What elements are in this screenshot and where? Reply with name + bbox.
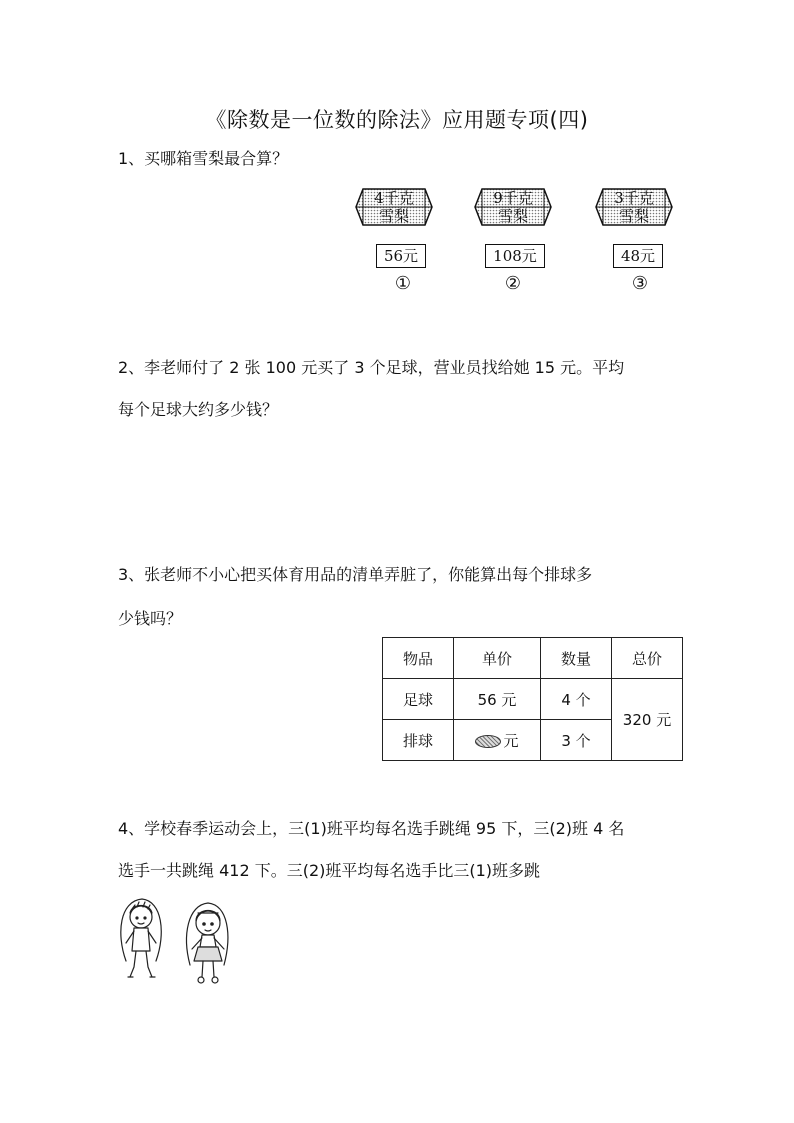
cell-item: 排球 xyxy=(383,720,454,761)
question-4-line-2: 选手一共跳绳 412 下。三(2)班平均每名选手比三(1)班多跳 xyxy=(118,861,541,880)
cell-item: 足球 xyxy=(383,679,454,720)
option-number: ② xyxy=(504,273,522,294)
cell-price-smudged xyxy=(454,720,541,761)
table-header-row xyxy=(383,638,683,679)
page-title: 《除数是一位数的除法》应用题专项(四) xyxy=(205,108,589,132)
crate-weight: 4千克 xyxy=(374,189,414,207)
header-total: 总价 xyxy=(612,638,683,679)
crate-price: 48元 xyxy=(613,244,663,268)
cell-total: 320 元 xyxy=(612,679,683,761)
crate-weight: 3千克 xyxy=(614,189,654,207)
crate-name: 雪梨 xyxy=(497,207,528,225)
crate-weight: 9千克 xyxy=(493,189,533,207)
question-1-text: 1、买哪箱雪梨最合算？ xyxy=(118,149,289,168)
option-number: ③ xyxy=(631,273,649,294)
crate-name: 雪梨 xyxy=(378,207,409,225)
header-item: 物品 xyxy=(383,638,454,679)
price-unit: 元 xyxy=(503,731,519,750)
table-row xyxy=(383,679,683,720)
smudge-icon xyxy=(475,735,501,748)
header-quantity: 数量 xyxy=(541,638,612,679)
kids-jumping-rope-illustration xyxy=(112,893,242,993)
crate-price: 56元 xyxy=(376,244,426,268)
cell-qty: 3 个 xyxy=(541,720,612,761)
cell-qty: 4 个 xyxy=(541,679,612,720)
crate-name: 雪梨 xyxy=(618,207,649,225)
pear-crate-2 xyxy=(474,188,552,226)
shopping-list-table xyxy=(382,637,683,761)
cell-price: 56 元 xyxy=(454,679,541,720)
header-unit-price: 单价 xyxy=(454,638,541,679)
pear-crate-3 xyxy=(595,188,673,226)
question-4-line-1: 4、学校春季运动会上，三(1)班平均每名选手跳绳 95 下，三(2)班 4 名 xyxy=(118,819,625,838)
option-number: ① xyxy=(394,273,412,294)
question-3-line-1: 3、张老师不小心把买体育用品的清单弄脏了，你能算出每个排球多 xyxy=(118,565,593,584)
crate-price: 108元 xyxy=(485,244,545,268)
question-2-line-1: 2、李老师付了 2 张 100 元买了 3 个足球，营业员找给她 15 元。平均 xyxy=(118,358,625,377)
question-3-line-2: 少钱吗？ xyxy=(118,609,183,628)
question-2-line-2: 每个足球大约多少钱？ xyxy=(118,400,279,419)
pear-crate-1 xyxy=(355,188,433,226)
